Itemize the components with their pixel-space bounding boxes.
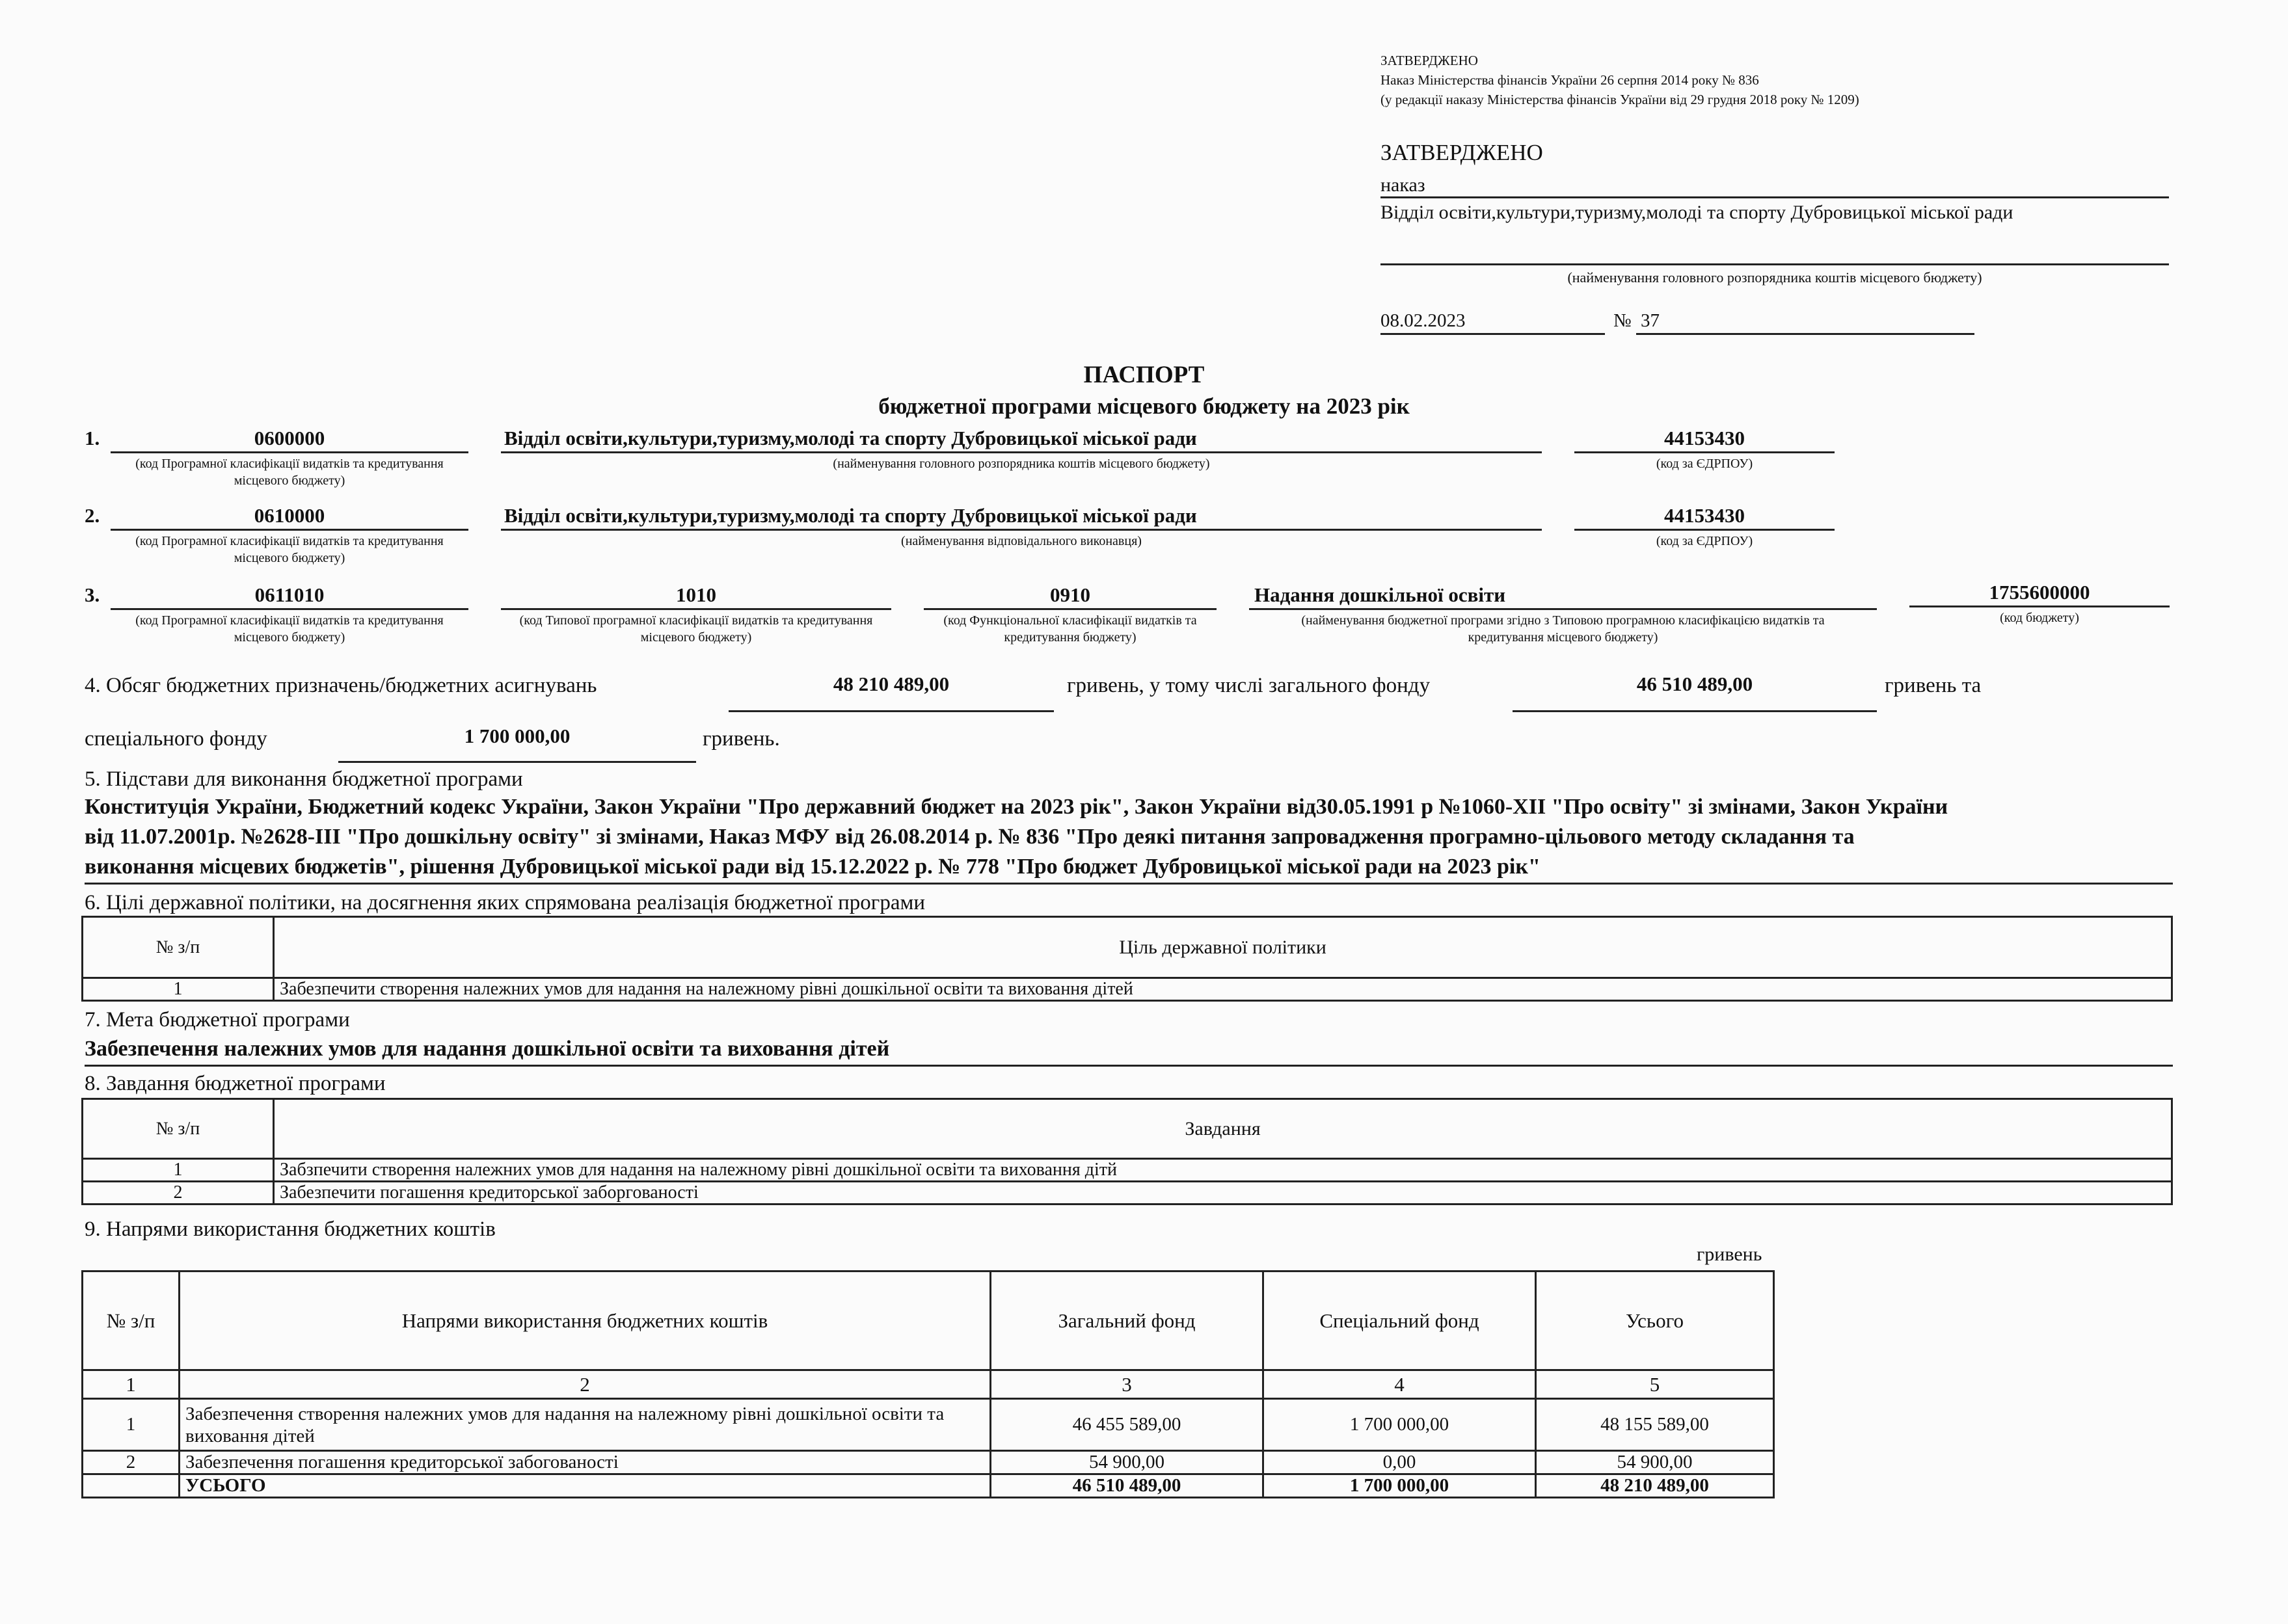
divider — [111, 608, 468, 610]
row3-func-code: 0910 — [1050, 583, 1090, 606]
row3-func-caption: (код Функціональної класифікації видатків та кредитування бюджету) — [943, 613, 1197, 645]
passport-title: ПАСПОРТ — [1083, 362, 1205, 388]
s4-label: 4. Обсяг бюджетних призначень/бюджетних асигнувань — [85, 674, 597, 697]
divider — [1249, 608, 1877, 610]
table-row — [83, 1451, 1774, 1474]
s5-basis-line3: виконання місцевих бюджетів", рішення Дубровицької міської ради від 15.12.2022 р. № 778 "Про бюджет Дубровицької міської ради на 2023 рік" — [85, 855, 1541, 879]
row2-code: 0610000 — [254, 504, 325, 527]
row2-index: 2. — [85, 504, 100, 527]
divider — [1574, 529, 1835, 531]
dir-special: 0,00 — [1263, 1451, 1536, 1474]
approval-number: 37 — [1641, 310, 1660, 331]
dir-text: Забезпечення створення належних умов для надання на належному рівні дошкільної освіти та виховання дітей — [180, 1399, 991, 1451]
dir-col-name: Напрями використання бюджетних коштів — [180, 1271, 991, 1370]
row1-code: 0600000 — [254, 427, 325, 449]
approval-title: ЗАТВЕРДЖЕНО — [1380, 140, 1543, 165]
divider — [729, 710, 1054, 712]
row3-index: 3. — [85, 583, 100, 606]
row2-name-caption: (найменування відповідального виконавця) — [901, 534, 1142, 548]
total-total: 48 210 489,00 — [1536, 1474, 1774, 1498]
row1-name: Відділ освіти,культури,туризму,молоді та спорту Дубровицької міської ради — [504, 427, 1197, 449]
row1-code-caption: (код Програмної класифікації видатків та кредитування місцевого бюджету) — [135, 457, 444, 488]
row2-code-caption: (код Програмної класифікації видатків та кредитування місцевого бюджету) — [135, 534, 444, 565]
s4-mid: гривень, у тому числі загального фонду — [1067, 674, 1431, 697]
s4-total: 48 210 489,00 — [833, 672, 950, 695]
approval-org-caption: (найменування головного розпорядника коштів місцевого бюджету) — [1567, 269, 1982, 286]
s4-special-label: спеціального фонду — [85, 727, 267, 751]
dir-num: 2 — [83, 1451, 180, 1474]
s9-unit: гривень — [1697, 1244, 1762, 1265]
dir-col-general: Загальний фонд — [991, 1271, 1263, 1370]
approval-note-line1: ЗАТВЕРДЖЕНО — [1380, 53, 1478, 68]
s4-general: 46 510 489,00 — [1636, 672, 1753, 695]
dir-col-total: Усього — [1536, 1271, 1774, 1370]
s7-text: Забезпечення належних умов для надання дошкільної освіти та виховання дітей — [85, 1037, 890, 1061]
directions-table — [81, 1270, 1775, 1498]
col-number: 2 — [180, 1370, 991, 1399]
table-row — [83, 1159, 2172, 1182]
row1-edrpou: 44153430 — [1664, 427, 1745, 449]
col-number: 5 — [1536, 1370, 1774, 1399]
dir-num: 1 — [83, 1399, 180, 1451]
dir-total: 54 900,00 — [1536, 1451, 1774, 1474]
dir-col-num: № з/п — [83, 1271, 180, 1370]
goals-col-num: № з/п — [83, 917, 274, 978]
table-row — [83, 1182, 2172, 1205]
approval-note-line2: Наказ Міністерства фінансів України 26 серпня 2014 року № 836 — [1380, 72, 1759, 88]
divider — [501, 451, 1542, 453]
row2-edrpou: 44153430 — [1664, 504, 1745, 527]
divider — [85, 883, 2173, 885]
dir-text: Забезпечення погашення кредиторської забогованості — [180, 1451, 991, 1474]
divider — [1909, 606, 2170, 607]
divider — [501, 529, 1542, 531]
row2-edrpou-caption: (код за ЄДРПОУ) — [1656, 534, 1753, 548]
divider — [111, 451, 468, 453]
divider — [1380, 196, 2169, 198]
col-number: 4 — [1263, 1370, 1536, 1399]
table-row — [83, 978, 2172, 1001]
row1-edrpou-caption: (код за ЄДРПОУ) — [1656, 457, 1753, 471]
goals-col-goal: Ціль державної політики — [274, 917, 2172, 978]
tasks-col-num: № з/п — [83, 1099, 274, 1159]
goal-num: 1 — [83, 978, 274, 1001]
approval-note — [1380, 51, 1859, 109]
task-text: Забзпечити створення належних умов для надання на належному рівні дошкільної освіти та виховання дітй — [274, 1159, 2172, 1182]
s4-special: 1 700 000,00 — [464, 725, 571, 747]
row1-index: 1. — [85, 427, 100, 449]
total-label: УСЬОГО — [180, 1474, 991, 1498]
task-text: Забезпечити погашення кредиторської заборгованості — [274, 1182, 2172, 1205]
row3-typical-code: 1010 — [676, 583, 716, 606]
col-number: 3 — [991, 1370, 1263, 1399]
divider — [338, 761, 696, 763]
approval-date: 08.02.2023 — [1380, 310, 1466, 331]
table-row — [83, 1399, 1774, 1451]
divider — [111, 529, 468, 531]
task-num: 2 — [83, 1182, 274, 1205]
row3-budget-caption: (код бюджету) — [2000, 611, 2079, 625]
dir-total: 48 155 589,00 — [1536, 1399, 1774, 1451]
row3-typical-caption: (код Типової програмної класифікації видатків та кредитування місцевого бюджету) — [519, 613, 873, 645]
task-num: 1 — [83, 1159, 274, 1182]
s9-label: 9. Напрями використання бюджетних коштів — [85, 1218, 496, 1241]
s4-tail: гривень та — [1885, 674, 1982, 697]
approval-note-line3: (у редакції наказу Міністерства фінансів України від 29 грудня 2018 року № 1209) — [1380, 92, 1859, 107]
row3-code-caption: (код Програмної класифікації видатків та кредитування місцевого бюджету) — [135, 613, 444, 645]
s8-label: 8. Завдання бюджетної програми — [85, 1072, 386, 1095]
row2-name: Відділ освіти,культури,туризму,молоді та спорту Дубровицької міської ради — [504, 504, 1197, 527]
approval-doc-type: наказ — [1380, 174, 1425, 196]
row1-name-caption: (найменування головного розпорядника коштів місцевого бюджету) — [833, 457, 1210, 471]
s5-basis-line2: від 11.07.2001р. №2628-ІІІ "Про дошкільну освіту" зі змінами, Наказ МФУ від 26.08.2014 р. № 836 "Про деякі питання запровадження програмно-цільового методу складання та — [85, 825, 1855, 849]
dir-col-special: Спеціальний фонд — [1263, 1271, 1536, 1370]
dir-special: 1 700 000,00 — [1263, 1399, 1536, 1451]
total-general: 46 510 489,00 — [991, 1474, 1263, 1498]
row3-name-caption: (найменування бюджетної програми згідно з Типовою програмною класифікацією видатків та кредитування місцевого бюджету) — [1301, 613, 1825, 645]
s6-label: 6. Цілі державної політики, на досягнення яких спрямована реалізація бюджетної програми — [85, 891, 926, 914]
divider — [501, 608, 891, 610]
divider — [1636, 333, 1974, 335]
divider — [1513, 710, 1877, 712]
passport-subtitle: бюджетної програми місцевого бюджету на 2023 рік — [878, 393, 1410, 419]
s5-label: 5. Підстави для виконання бюджетної програми — [85, 767, 523, 791]
approval-number-label: № — [1613, 310, 1632, 331]
divider — [924, 608, 1217, 610]
row3-code: 0611010 — [254, 583, 325, 606]
col-number: 1 — [83, 1370, 180, 1399]
dir-general: 54 900,00 — [991, 1451, 1263, 1474]
s7-label: 7. Мета бюджетної програми — [85, 1008, 350, 1032]
dir-general: 46 455 589,00 — [991, 1399, 1263, 1451]
row3-name: Надання дошкільної освіти — [1254, 583, 1506, 606]
tasks-col-task: Завдання — [274, 1099, 2172, 1159]
divider — [1574, 451, 1835, 453]
tasks-table — [81, 1098, 2173, 1205]
goals-table — [81, 916, 2173, 1002]
s4-special-tail: гривень. — [703, 727, 780, 751]
total-special: 1 700 000,00 — [1263, 1474, 1536, 1498]
total-row — [83, 1474, 1774, 1498]
s5-basis-line1: Конституція України, Бюджетний кодекс України, Закон України "Про державний бюджет на 2023 рік", Закон України від30.05.1991 р №1060-ХІІ "Про освіту" зі змінами, Закон України — [85, 795, 1948, 819]
divider — [85, 1065, 2173, 1067]
goal-text: Забезпечити створення належних умов для надання на належному рівні дошкільної освіти та виховання дітей — [274, 978, 2172, 1001]
divider — [1380, 263, 2169, 265]
divider — [1380, 333, 1605, 335]
row3-budget-code: 1755600000 — [1989, 581, 2090, 604]
approval-org: Відділ освіти,культури,туризму,молоді та спорту Дубровицької міської ради — [1380, 202, 2013, 223]
